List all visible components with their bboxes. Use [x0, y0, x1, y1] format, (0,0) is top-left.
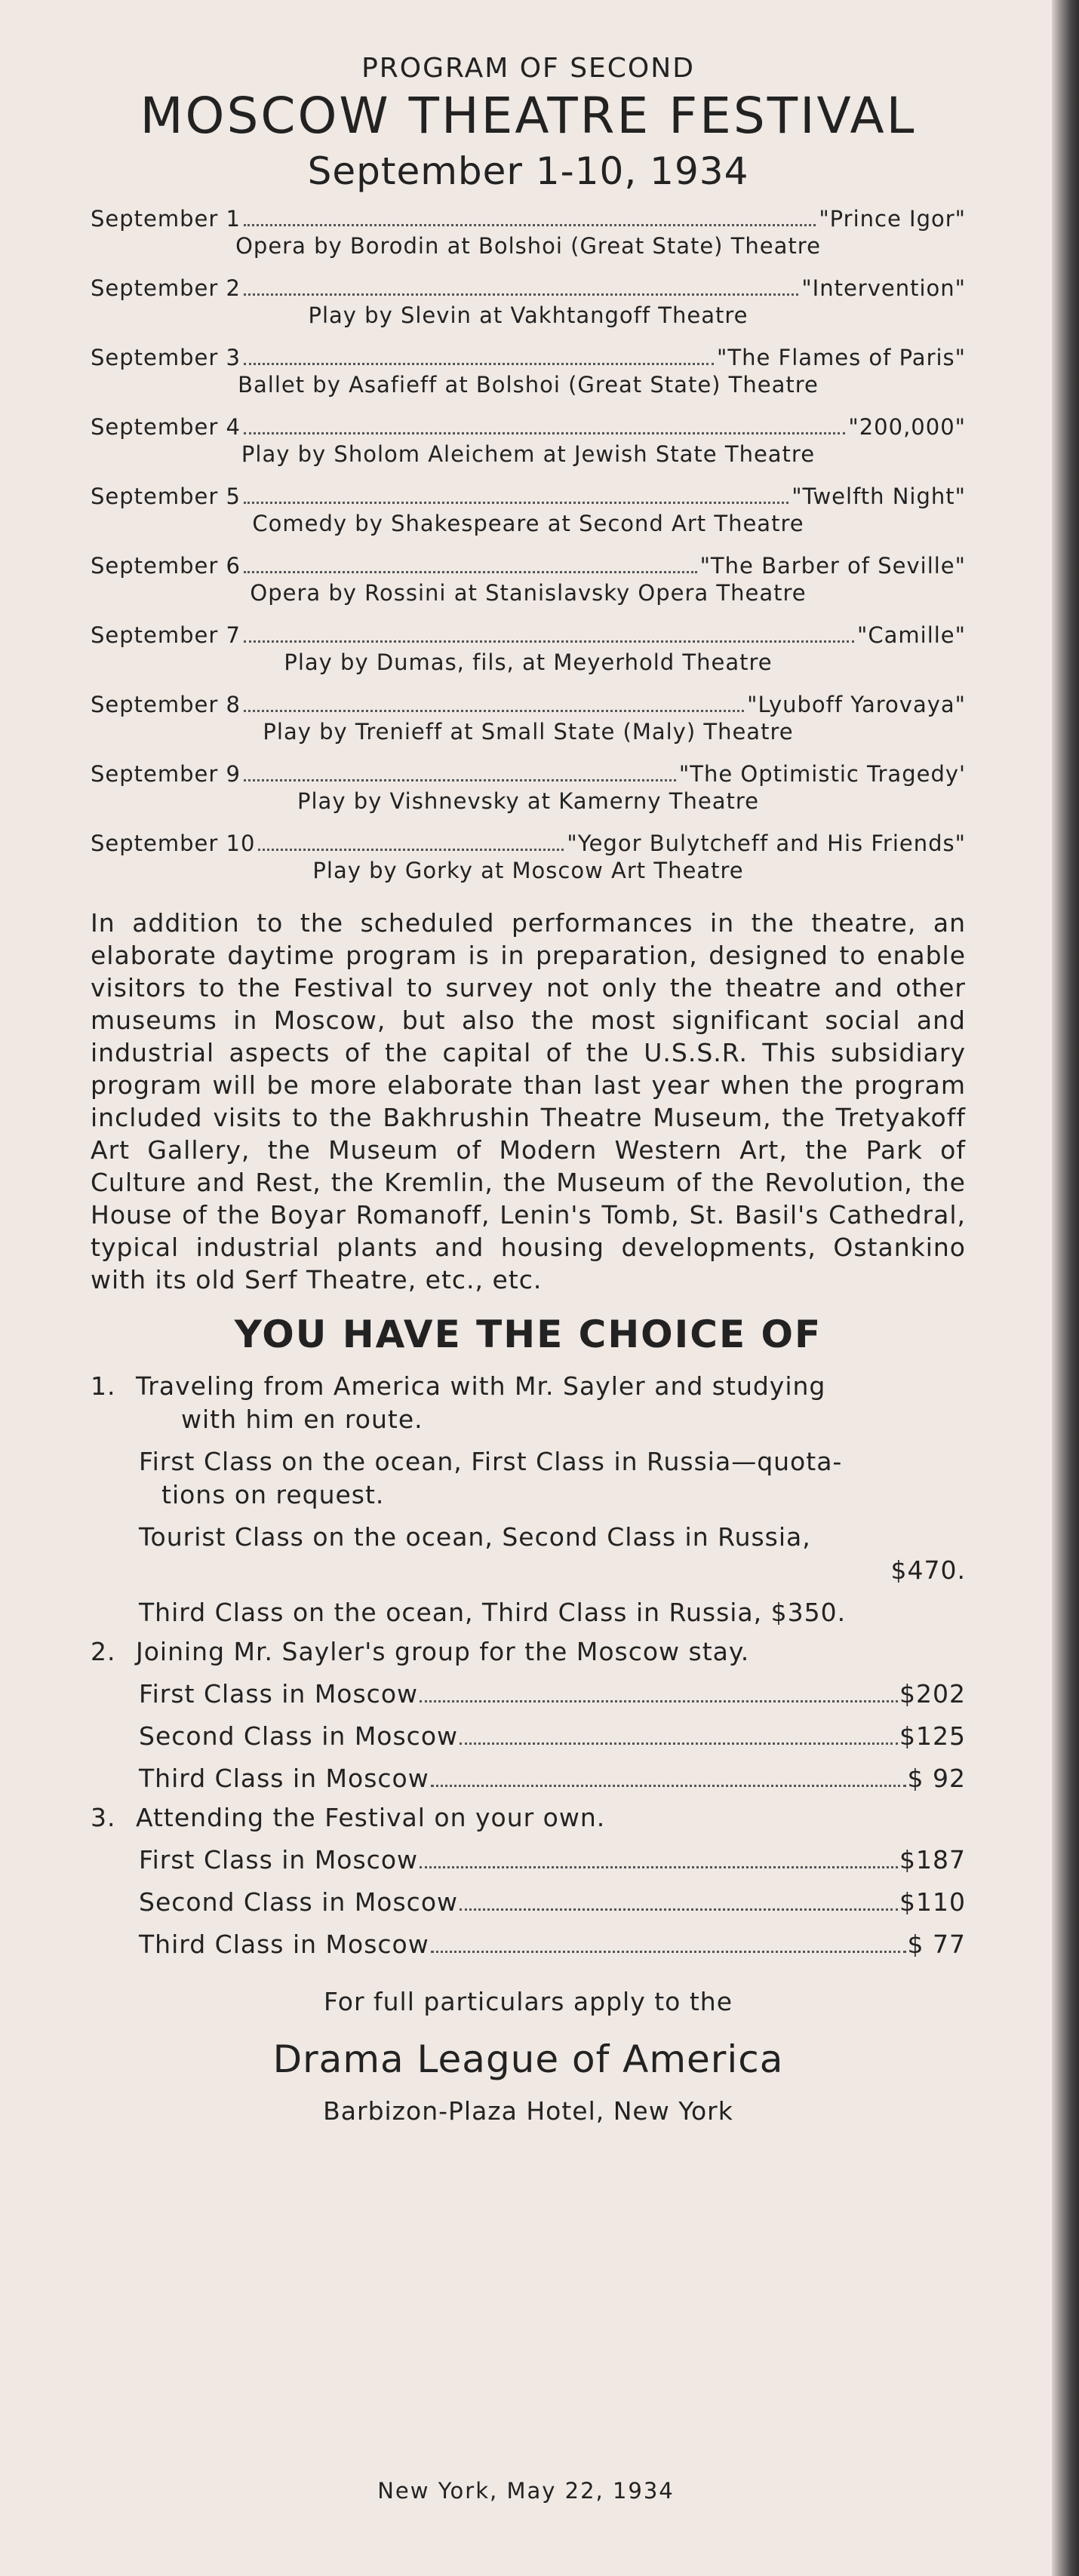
- performance-description: Opera by Borodin at Bolshoi (Great State) Theatre: [235, 233, 821, 259]
- performance-date: September 2: [91, 275, 241, 301]
- performance-item: [91, 622, 966, 676]
- price-value: $187: [899, 1845, 966, 1874]
- performance-date: September 9: [91, 761, 241, 787]
- option-line: First Class on the ocean, First Class in Russia—quota-: [139, 1447, 843, 1476]
- price-value: $ 77: [907, 1930, 966, 1959]
- tourist-class-ocean-option: [91, 1521, 966, 1587]
- performance-date: September 5: [91, 484, 241, 509]
- option-number: 1.: [91, 1371, 116, 1401]
- dot-leader: [244, 293, 798, 296]
- performance-description: Play by Trenieff at Small State (Maly) Theatre: [263, 719, 794, 745]
- first-class-ocean-option: [91, 1445, 966, 1512]
- program-content: [91, 45, 966, 2126]
- performance-item: [91, 760, 966, 815]
- dot-leader: [244, 432, 845, 434]
- option-number: 2.: [91, 1637, 116, 1666]
- performance-title: "Yegor Bulytcheff and His Friends": [567, 831, 966, 856]
- organization-address: Barbizon-Plaza Hotel, New York: [323, 2096, 733, 2126]
- performance-item: [91, 691, 966, 745]
- performance-description: Comedy by Shakespeare at Second Art Theatre: [252, 511, 804, 536]
- performance-list: [91, 205, 966, 884]
- dot-leader: [460, 1742, 898, 1745]
- performance-title: "Lyuboff Yarovaya": [747, 692, 966, 717]
- page-edge-shadow: [1052, 0, 1079, 2576]
- performance-item: [91, 344, 966, 398]
- header-subtitle: PROGRAM OF SECOND: [361, 53, 695, 84]
- price-label: Second Class in Moscow: [139, 1721, 458, 1751]
- performance-date: September 10: [91, 831, 256, 856]
- price-row: [91, 1928, 966, 1961]
- festival-dates: September 1-10, 1934: [307, 149, 749, 193]
- third-class-ocean-option: Third Class on the ocean, Third Class in Russia, $350.: [139, 1598, 847, 1627]
- performance-description: Opera by Rossini at Stanislavsky Opera Theatre: [250, 580, 807, 606]
- option-price: $470.: [890, 1555, 966, 1585]
- performance-description: Play by Dumas, fils, at Meyerhold Theatre: [284, 649, 773, 675]
- performance-title: "Twelfth Night": [792, 484, 966, 509]
- price-label: Second Class in Moscow: [139, 1887, 458, 1917]
- choice-heading: YOU HAVE THE CHOICE OF: [234, 1313, 822, 1356]
- organization-name: Drama League of America: [272, 2037, 784, 2081]
- option-1: [91, 1370, 966, 1436]
- dot-leader: [460, 1908, 898, 1911]
- price-value: $202: [899, 1679, 966, 1709]
- option-line: with him en route.: [181, 1405, 423, 1434]
- performance-date: September 7: [91, 622, 241, 648]
- performance-date: September 6: [91, 553, 241, 579]
- performance-item: [91, 413, 966, 468]
- dot-leader: [244, 363, 714, 365]
- performance-title: "200,000": [848, 414, 966, 440]
- performance-description: Play by Gorky at Moscow Art Theatre: [312, 858, 744, 883]
- performance-item: [91, 483, 966, 537]
- dot-leader: [431, 1951, 906, 1953]
- performance-description: Ballet by Asafieff at Bolshoi (Great State) Theatre: [238, 372, 819, 398]
- festival-title: MOSCOW THEATRE FESTIVAL: [140, 87, 917, 145]
- performance-description: Play by Vishnevsky at Kamerny Theatre: [297, 788, 759, 814]
- price-row: [91, 1886, 966, 1919]
- dot-leader: [244, 502, 788, 504]
- option-text: Attending the Festival on your own.: [136, 1803, 606, 1832]
- option-line: Tourist Class on the ocean, Second Class in Russia,: [139, 1522, 811, 1552]
- performance-title: "The Barber of Seville": [699, 553, 966, 579]
- price-label: Third Class in Moscow: [139, 1930, 429, 1959]
- performance-item: [91, 275, 966, 329]
- daytime-program-paragraph: In addition to the scheduled performances in the theatre, an elaborate daytime program is in preparation, designed to enable visitors to the Festival to survey not only the theatre and other museums in Moscow, but also the most significant social and industrial aspects of the capital of the U.S.S.R. This subsidiary program will be more elaborate than last year when the program included visits to the Bakhrushin Theatre Museum, the Tretyakoff Art Gallery, the Museum of Modern Western Art, the Park of Culture and Rest, the Kremlin, the Museum of the Revolution, the House of the Boyar Romanoff, Lenin's Tomb, St. Basil's Cathedral, typical industrial plants and housing developments, Ostankino with its old Serf Theatre, etc., etc.: [91, 908, 966, 1294]
- option-3: [91, 1801, 966, 1835]
- price-row: [91, 1720, 966, 1753]
- dot-leader: [431, 1785, 906, 1787]
- performance-description: Play by Sholom Aleichem at Jewish State Theatre: [241, 441, 816, 467]
- price-row: [91, 1844, 966, 1877]
- dot-leader: [244, 224, 816, 226]
- dot-leader: [244, 571, 697, 573]
- performance-title: "Camille": [857, 622, 966, 648]
- performance-date: September 4: [91, 414, 241, 440]
- dot-leader: [420, 1700, 898, 1702]
- option-text: Joining Mr. Sayler's group for the Moscow stay.: [136, 1637, 750, 1666]
- price-value: $ 92: [907, 1764, 966, 1793]
- footer-date: New York, May 22, 1934: [377, 2478, 675, 2504]
- price-row: [91, 1678, 966, 1711]
- performance-date: September 3: [91, 345, 241, 370]
- performance-description: Play by Slevin at Vakhtangoff Theatre: [308, 302, 749, 328]
- performance-item: [91, 830, 966, 884]
- option-text: [136, 1370, 966, 1436]
- performance-title: "The Flames of Paris": [717, 345, 966, 370]
- option-line: tions on request.: [161, 1480, 385, 1509]
- price-value: $125: [899, 1721, 966, 1751]
- option-line: Traveling from America with Mr. Sayler and studying: [136, 1371, 826, 1401]
- performance-date: September 8: [91, 692, 241, 717]
- performance-title: "Intervention": [801, 275, 966, 301]
- performance-item: [91, 552, 966, 606]
- price-row: [91, 1762, 966, 1795]
- option-2: [91, 1635, 966, 1669]
- performance-item: [91, 205, 966, 259]
- dot-leader: [244, 640, 854, 643]
- dot-leader: [244, 710, 744, 712]
- price-label: First Class in Moscow: [139, 1679, 418, 1709]
- apply-text: For full particulars apply to the: [323, 1987, 733, 2016]
- dot-leader: [420, 1866, 898, 1868]
- price-label: First Class in Moscow: [139, 1845, 418, 1874]
- option-number: 3.: [91, 1803, 116, 1832]
- performance-date: September 1: [91, 206, 241, 232]
- dot-leader: [244, 779, 676, 781]
- price-label: Third Class in Moscow: [139, 1764, 429, 1793]
- dot-leader: [258, 849, 564, 851]
- price-value: $110: [899, 1887, 966, 1917]
- performance-title: "Prince Igor": [819, 206, 966, 232]
- performance-title: "The Optimistic Tragedy': [678, 761, 966, 787]
